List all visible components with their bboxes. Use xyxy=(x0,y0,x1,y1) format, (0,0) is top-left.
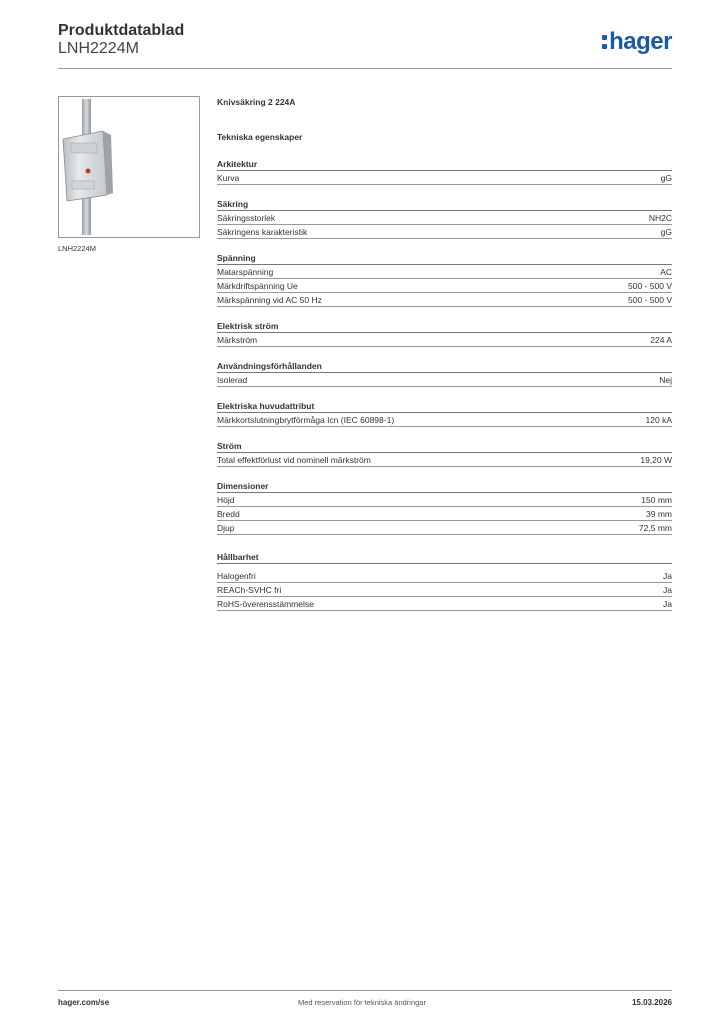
hager-logo xyxy=(602,30,672,54)
spec-value: 150 mm xyxy=(641,495,672,505)
spec-value: Ja xyxy=(663,571,672,581)
spec-value: AC xyxy=(660,267,672,277)
spec-row xyxy=(217,583,672,597)
section-anvandningsforhallanden xyxy=(217,360,672,387)
spec-label: Matarspänning xyxy=(217,267,274,277)
spec-value: 19,20 W xyxy=(640,455,672,465)
spec-label: Säkringsstorlek xyxy=(217,213,276,223)
section-heading: Elektrisk ström xyxy=(217,320,672,333)
fuse-product-image xyxy=(59,97,199,237)
spec-row xyxy=(217,225,672,239)
section-arkitektur xyxy=(217,158,672,185)
spec-label: RoHS-överensstämmelse xyxy=(217,599,314,609)
footer-disclaimer: Med reservation för tekniska ändringar xyxy=(298,998,426,1007)
spec-value: Ja xyxy=(663,585,672,595)
section-heading: Ström xyxy=(217,440,672,453)
section-heading: Elektriska huvudattribut xyxy=(217,400,672,413)
spec-value: gG xyxy=(660,227,672,237)
spec-row xyxy=(217,493,672,507)
spec-row xyxy=(217,333,672,347)
spec-row xyxy=(217,597,672,611)
spec-label: Kurva xyxy=(217,173,240,183)
spec-value: NH2C xyxy=(648,213,672,223)
section-heading: Spänning xyxy=(217,252,672,265)
spec-label: Total effektförlust vid nominell märkström xyxy=(217,455,371,465)
spec-label: Märkkortslutningbrytförmåga Icn (IEC 60898-1) xyxy=(217,415,395,425)
spec-value: gG xyxy=(660,173,672,183)
spec-value: Nej xyxy=(659,375,672,385)
spec-row xyxy=(217,521,672,535)
spec-label: Märkspänning vid AC 50 Hz xyxy=(217,295,322,305)
spec-row xyxy=(217,453,672,467)
footer-website-link[interactable]: hager.com/se xyxy=(58,998,110,1007)
page-header xyxy=(58,20,672,70)
product-image-caption: LNH2224M xyxy=(58,244,96,253)
footer-divider xyxy=(58,990,672,991)
spec-label: Märkdriftspänning Ue xyxy=(217,281,298,291)
spec-value: 39 mm xyxy=(646,509,672,519)
spec-label: Bredd xyxy=(217,509,240,519)
header-divider xyxy=(58,68,672,69)
section-hallbarhet xyxy=(217,551,672,611)
spec-value: 500 - 500 V xyxy=(628,281,672,291)
spec-value: 120 kA xyxy=(645,415,672,425)
spec-row xyxy=(217,293,672,307)
specs-subtitle: Tekniska egenskaper xyxy=(217,132,303,142)
spec-label: Halogenfri xyxy=(217,571,256,581)
section-heading: Säkring xyxy=(217,198,672,211)
specifications xyxy=(217,96,672,611)
logo-text: hager xyxy=(609,28,672,55)
spec-value: 224 A xyxy=(650,335,672,345)
section-heading: Hållbarhet xyxy=(217,551,672,564)
spec-row xyxy=(217,413,672,427)
section-spanning xyxy=(217,252,672,307)
spec-value: 72,5 mm xyxy=(638,523,672,533)
section-heading: Användningsförhållanden xyxy=(217,360,672,373)
spec-value: Ja xyxy=(663,599,672,609)
section-dimensioner xyxy=(217,480,672,535)
spec-row xyxy=(217,171,672,185)
spec-label: Märkström xyxy=(217,335,258,345)
spec-label: Säkringens karakteristik xyxy=(217,227,308,237)
section-sakring xyxy=(217,198,672,239)
spec-row xyxy=(217,265,672,279)
spec-value: 500 - 500 V xyxy=(628,295,672,305)
spec-row xyxy=(217,569,672,583)
spec-row xyxy=(217,507,672,521)
spec-row xyxy=(217,279,672,293)
spec-label: Isolerad xyxy=(217,375,248,385)
spec-row xyxy=(217,373,672,387)
product-name: Knivsäkring 2 224A xyxy=(217,97,296,107)
section-heading: Dimensioner xyxy=(217,480,672,493)
logo-dots-icon xyxy=(602,35,607,49)
spec-row xyxy=(217,211,672,225)
section-elektriska-huvudattribut xyxy=(217,400,672,427)
product-image-frame xyxy=(58,96,200,238)
section-strom xyxy=(217,440,672,467)
footer-date: 15.03.2026 xyxy=(631,998,672,1007)
spec-label: Höjd xyxy=(217,495,235,505)
document-title: Produktdatablad xyxy=(58,22,185,39)
spec-label: REACh-SVHC fri xyxy=(217,585,282,595)
section-heading: Arkitektur xyxy=(217,158,672,171)
product-code: LNH2224M xyxy=(58,40,139,57)
section-elektrisk-strom xyxy=(217,320,672,347)
spec-label: Djup xyxy=(217,523,235,533)
